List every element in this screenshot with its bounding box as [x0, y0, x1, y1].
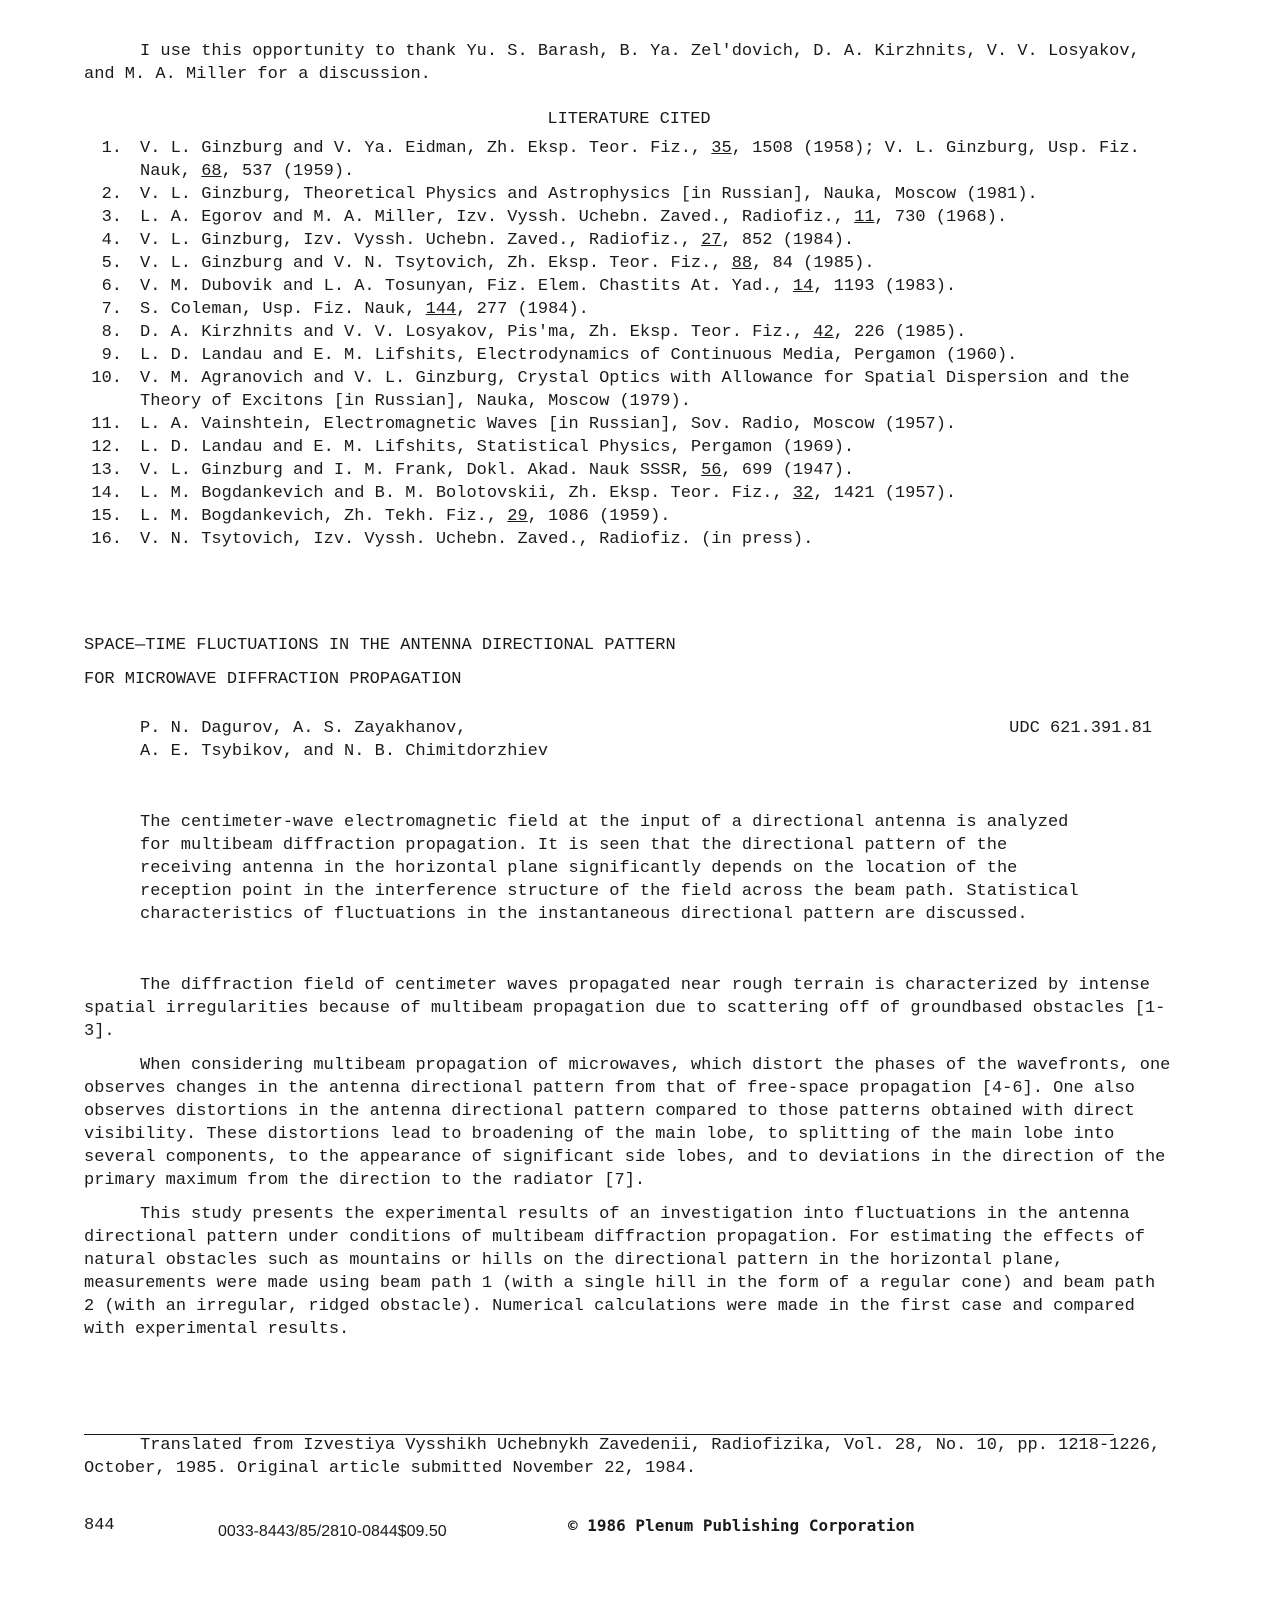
reference-item — [84, 229, 1174, 252]
reference-item — [84, 275, 1174, 298]
reference-text: V. L. Ginzburg, Theoretical Physics and Astrophysics [in Russian], Nauka, Moscow (1981). — [140, 185, 1038, 204]
reference-volume: 27 — [701, 231, 722, 250]
reference-item — [84, 321, 1174, 344]
authors-line: P. N. Dagurov, A. S. Zayakhanov, — [140, 719, 467, 738]
reference-item — [84, 459, 1174, 482]
reference-item — [84, 367, 1174, 413]
reference-number: 14. — [91, 484, 122, 503]
reference-text: V. M. Agranovich and V. L. Ginzburg, Crystal Optics with Allowance for Spatial Dispersion and the Theory of Excitons [in Russian], Nauka, Moscow (1979). — [140, 369, 1130, 411]
reference-number: 15. — [91, 507, 122, 526]
reference-number: 8. — [101, 323, 122, 342]
reference-text: V. L. Ginzburg, Izv. Vyssh. Uchebn. Zaved., Radiofiz., — [140, 231, 702, 250]
body-paragraph: When considering multibeam propagation of microwaves, which distort the phases of the wavefronts, one observes changes in the antenna directional pattern from that of free-space propagation [4-6]. One also observes distortions in the antenna directional pattern compared to those patterns obtained with direct visibility. These distortions lead to broadening of the main lobe, to splitting of the main lobe into several components, to the appearance of significant side lobes, and to deviations in the direction of the primary maximum from the direction to the radiator [7]. — [84, 1056, 1171, 1190]
reference-text: V. M. Dubovik and L. A. Tosunyan, Fiz. Elem. Chastits At. Yad., — [140, 277, 793, 296]
reference-volume: 56 — [701, 461, 722, 480]
reference-volume: 29 — [507, 507, 528, 526]
reference-text: V. L. Ginzburg and I. M. Frank, Dokl. Akad. Nauk SSSR, — [140, 461, 702, 480]
reference-number: 7. — [101, 300, 122, 319]
reference-text: , 1193 (1983). — [813, 277, 957, 296]
reference-item — [84, 528, 1174, 551]
reference-item — [84, 206, 1174, 229]
reference-number: 5. — [101, 254, 122, 273]
reference-text: V. L. Ginzburg and V. N. Tsytovich, Zh. Eksp. Teor. Fiz., — [140, 254, 732, 273]
reference-number: 1. — [101, 139, 122, 158]
article-title — [84, 629, 1174, 697]
reference-item — [84, 505, 1174, 528]
reference-text: S. Coleman, Usp. Fiz. Nauk, — [140, 300, 426, 319]
acknowledgment: I use this opportunity to thank Yu. S. Barash, B. Ya. Zel'dovich, D. A. Kirzhnits, V. V. Losyakov, and M. A. Miller for a discussion. — [84, 42, 1140, 84]
article-title-line: SPACE—TIME FLUCTUATIONS IN THE ANTENNA DIRECTIONAL PATTERN — [84, 636, 676, 655]
reference-number: 13. — [91, 461, 122, 480]
reference-volume: 35 — [711, 139, 732, 158]
reference-number: 3. — [101, 208, 122, 227]
reference-number: 6. — [101, 277, 122, 296]
reference-text: L. A. Vainshtein, Electromagnetic Waves [in Russian], Sov. Radio, Moscow (1957). — [140, 415, 957, 434]
reference-text: , 84 (1985). — [752, 254, 875, 273]
footnote-text: Translated from Izvestiya Vysshikh Uchebnykh Zavedenii, Radiofizika, Vol. 28, No. 10, pp. 1218-1226, October, 1985. Original article submitted November 22, 1984. — [84, 1436, 1161, 1478]
reference-volume: 88 — [731, 254, 753, 273]
reference-number: 10. — [91, 369, 122, 388]
reference-volume: 32 — [792, 484, 814, 503]
reference-text: L. M. Bogdankevich, Zh. Tekh. Fiz., — [140, 507, 508, 526]
page-number: 844 — [84, 1516, 115, 1535]
reference-number: 16. — [91, 530, 122, 549]
reference-number: 12. — [91, 438, 122, 457]
reference-text: V. N. Tsytovich, Izv. Vyssh. Uchebn. Zaved., Radiofiz. (in press). — [140, 530, 814, 549]
body-paragraph: The diffraction field of centimeter waves propagated near rough terrain is characterized by intense spatial irregularities because of multibeam propagation due to scattering off of groundbased obstacles [1-3]. — [84, 976, 1166, 1041]
reference-text: , 1086 (1959). — [527, 507, 671, 526]
authors-line: A. E. Tsybikov, and N. B. Chimitdorzhiev — [140, 742, 549, 761]
reference-text: , 852 (1984). — [721, 231, 855, 250]
reference-volume: 144 — [425, 300, 457, 319]
reference-item — [84, 137, 1174, 183]
authors-block — [84, 717, 1174, 763]
reference-text: , 537 (1959). — [221, 162, 355, 181]
reference-item — [84, 344, 1174, 367]
page-content — [84, 40, 1174, 1352]
reference-volume: 14 — [792, 277, 814, 296]
reference-item — [84, 413, 1174, 436]
page-footer — [84, 1514, 1174, 1540]
reference-text: L. M. Bogdankevich and B. M. Bolotovskii, Zh. Eksp. Teor. Fiz., — [140, 484, 793, 503]
reference-text: , 226 (1985). — [833, 323, 967, 342]
reference-item — [84, 482, 1174, 505]
reference-text: L. D. Landau and E. M. Lifshits, Electrodynamics of Continuous Media, Pergamon (1960). — [140, 346, 1018, 365]
article-title-line: FOR MICROWAVE DIFFRACTION PROPAGATION — [84, 670, 462, 689]
reference-number: 2. — [101, 185, 122, 204]
reference-item — [84, 436, 1174, 459]
reference-text: L. D. Landau and E. M. Lifshits, Statistical Physics, Pergamon (1969). — [140, 438, 855, 457]
body-paragraph: This study presents the experimental results of an investigation into fluctuations in the antenna directional pattern under conditions of multibeam diffraction propagation. For estimating the effects of natural obstacles such as mountains or hills on the directional pattern in the horizontal plane, measurements were made using beam path 1 (with a single hill in the form of a regular cone) and beam path 2 (with an irregular, ridged obstacle). Numerical calculations were made in the first case and compared with experimental results. — [84, 1205, 1156, 1339]
reference-number: 4. — [101, 231, 122, 250]
reference-number: 11. — [91, 415, 122, 434]
udc-code: UDC 621.391.81 — [1009, 719, 1152, 738]
literature-cited-heading: LITERATURE CITED — [547, 110, 711, 129]
reference-number: 9. — [101, 346, 122, 365]
copyright-notice: © 1986 Plenum Publishing Corporation — [568, 1516, 915, 1535]
abstract: The centimeter-wave electromagnetic field at the input of a directional antenna is analyzed for multibeam diffraction propagation. It is seen that the directional pattern of the receiving antenna in the horizontal plane significantly depends on the location of the reception point in the interference structure of the field across the beam path. Statistical characteristics of fluctuations in the instantaneous directional pattern are discussed. — [140, 813, 1079, 924]
footnote — [84, 1434, 1174, 1480]
authors — [140, 717, 548, 763]
reference-text: D. A. Kirzhnits and V. V. Losyakov, Pis'ma, Zh. Eksp. Teor. Fiz., — [140, 323, 814, 342]
reference-volume: 11 — [854, 208, 875, 227]
reference-text: , 1421 (1957). — [813, 484, 957, 503]
reference-item — [84, 298, 1174, 321]
reference-text: , 1508 (1958); V. L. Ginzburg, Usp. Fiz. Nauk, — [140, 139, 1140, 181]
reference-text: , 699 (1947). — [721, 461, 855, 480]
reference-text: L. A. Egorov and M. A. Miller, Izv. Vyssh. Uchebn. Zaved., Radiofiz., — [140, 208, 855, 227]
article-body — [84, 974, 1174, 1341]
reference-item — [84, 183, 1174, 206]
article-code: 0033-8443/85/2810-0844$09.50 — [218, 1523, 447, 1540]
reference-volume: 68 — [201, 162, 222, 181]
reference-text: , 730 (1968). — [874, 208, 1008, 227]
reference-text: , 277 (1984). — [456, 300, 589, 319]
reference-list — [84, 137, 1174, 551]
reference-text: V. L. Ginzburg and V. Ya. Eidman, Zh. Eksp. Teor. Fiz., — [140, 139, 712, 158]
reference-volume: 42 — [813, 323, 834, 342]
reference-item — [84, 252, 1174, 275]
